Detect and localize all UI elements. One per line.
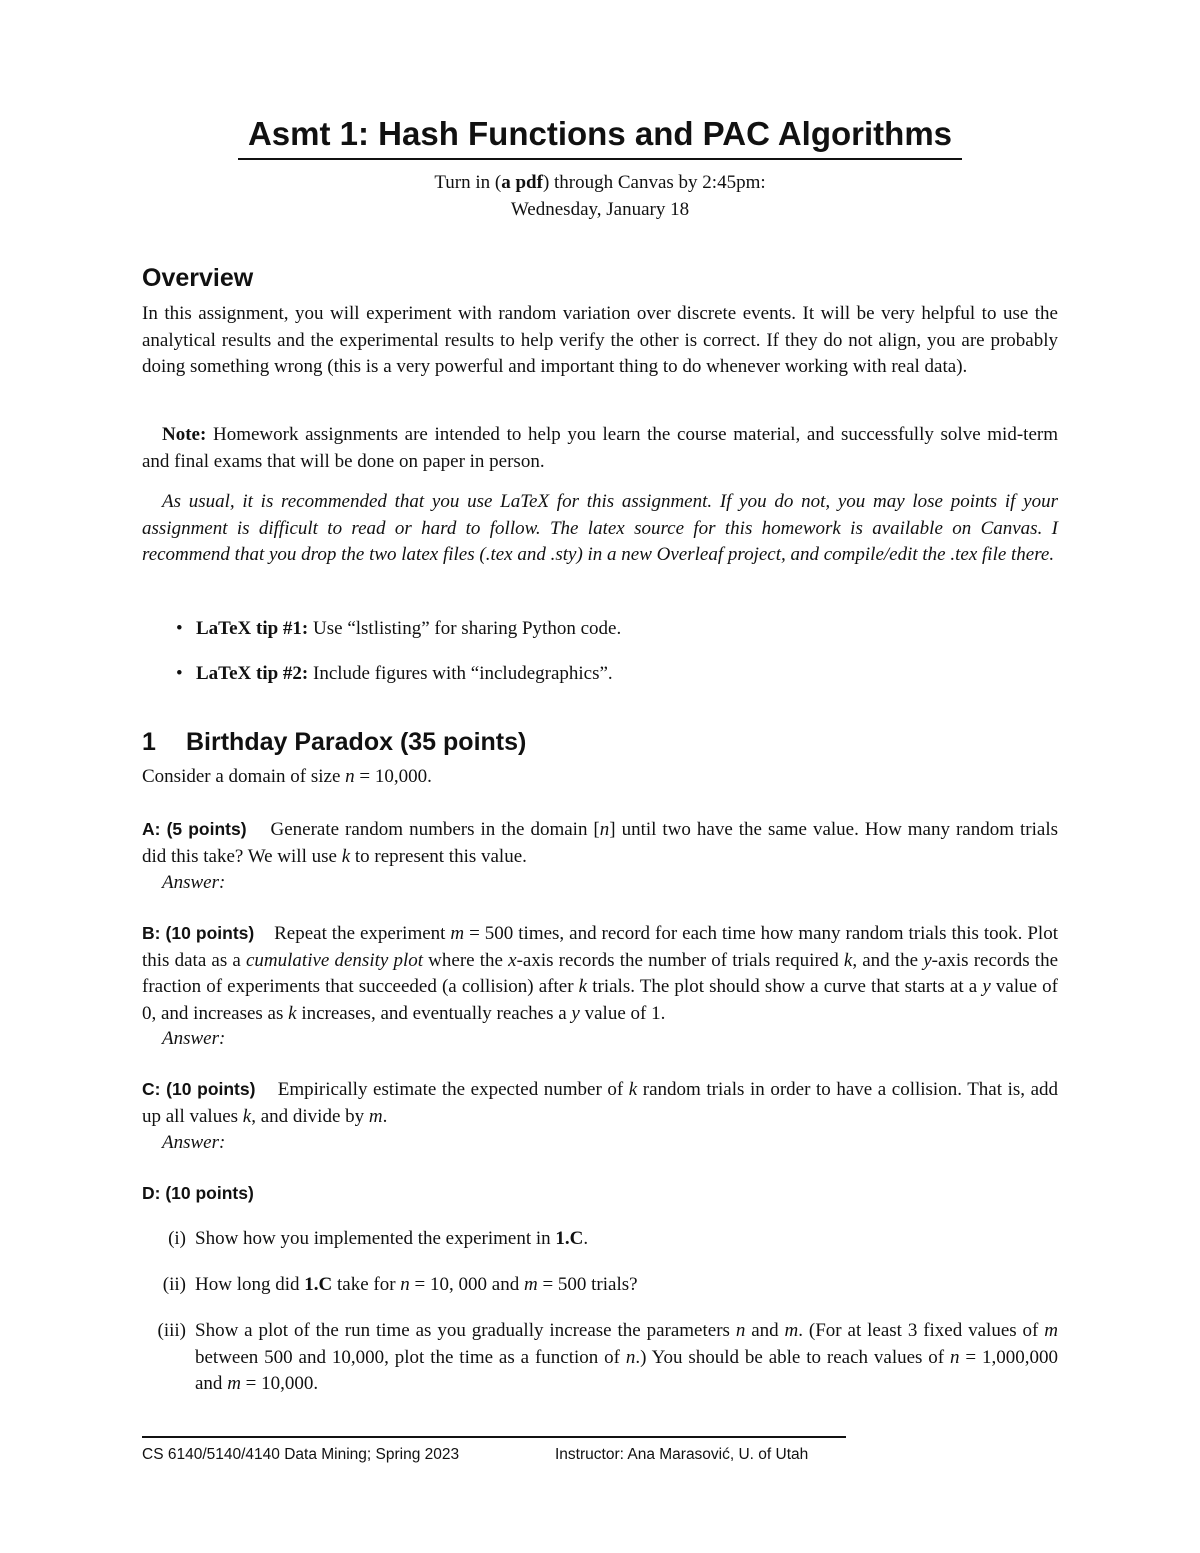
math: k	[628, 1079, 638, 1100]
question-d	[142, 1180, 1058, 1208]
section-number: 1	[142, 728, 156, 756]
page-title: Asmt 1: Hash Functions and PAC Algorithms	[247, 115, 953, 152]
item-number: (iii)	[157, 1320, 186, 1341]
text: -axis records the fraction of experiments that succeeded (a collision) after	[142, 949, 1058, 997]
bold-ref: 1.C	[555, 1228, 584, 1249]
text: = 10,000.	[240, 1373, 319, 1394]
text: -axis records the number of trials required	[516, 949, 844, 971]
math: m	[523, 1274, 538, 1295]
item-number: (ii)	[162, 1274, 186, 1295]
text: , and the	[852, 949, 924, 971]
math: x	[508, 949, 517, 971]
question-label: D: (10 points)	[142, 1183, 254, 1203]
item-text	[195, 1272, 1058, 1299]
text: .	[382, 1105, 388, 1127]
section-title: Birthday Paradox (35 points)	[186, 728, 527, 756]
question-c	[142, 1076, 1058, 1130]
tip-label: LaTeX tip #1:	[196, 618, 309, 639]
answer-label: Answer:	[162, 1028, 226, 1049]
note-paragraph	[142, 422, 1058, 475]
math: k	[341, 845, 351, 867]
text: = 10, 000 and	[409, 1274, 524, 1295]
emphasis: cumulative density plot	[245, 949, 424, 971]
text: where the	[423, 949, 509, 971]
text: Empirically estimate the expected number of	[277, 1079, 629, 1100]
due-date: Wednesday, January 18	[510, 199, 690, 220]
text: random trials in order to have a collision. That is, add up all values	[142, 1079, 1059, 1127]
tip-text: Include figures with “includegraphics”.	[308, 663, 613, 684]
text: = 10,000.	[354, 766, 432, 787]
item-number: (i)	[168, 1228, 186, 1249]
math: y	[571, 1002, 580, 1024]
title-underline	[238, 158, 962, 160]
tip-label: LaTeX tip #2:	[196, 663, 309, 684]
math: k	[578, 976, 588, 997]
section-heading	[142, 726, 526, 758]
question-label: B: (10 points)	[142, 923, 255, 943]
footer-course: CS 6140/5140/4140 Data Mining; Spring 2023	[142, 1446, 460, 1463]
text: Show a plot of the run time as you gradually increase the parameters	[195, 1320, 736, 1341]
text: = 500 trials?	[537, 1274, 638, 1295]
item-text	[195, 1226, 1058, 1253]
math: k	[242, 1105, 252, 1127]
text: take for	[332, 1274, 401, 1295]
text: ] until two have the same value. How many random trials did this take? We will use	[142, 819, 1058, 867]
question-a	[142, 816, 1058, 870]
item-text	[195, 1318, 1058, 1398]
text: How long did	[195, 1274, 305, 1295]
tip-text: Use “lstlisting” for sharing Python code.	[308, 618, 622, 639]
text: Show how you implemented the experiment in	[195, 1228, 556, 1249]
math: m	[450, 923, 465, 944]
footer-instructor: Instructor: Ana Marasović, U. of Utah	[555, 1446, 809, 1463]
text: trials. The plot should show a curve that starts at a	[587, 976, 983, 997]
math: m	[1044, 1320, 1059, 1341]
text: value of 0, and increases as	[142, 976, 1058, 1024]
text: .	[583, 1228, 589, 1249]
subtitle-bold: a pdf	[501, 172, 543, 193]
overview-paragraph: In this assignment, you will experiment with random variation over discrete events. It will be very helpful to use the analytical results and the experimental results to help verify the other is correct. If they do not align, you are probably doing something wrong (this is a very powerful and important thing to do whenever working with real data).	[142, 303, 1058, 377]
text: Generate random numbers in the domain [	[270, 819, 600, 840]
text: and	[745, 1320, 785, 1341]
question-label: C: (10 points)	[142, 1079, 256, 1099]
math: y	[923, 949, 932, 971]
submission-instructions	[238, 170, 962, 196]
section-intro	[142, 764, 1058, 791]
text: to represent this value.	[350, 845, 527, 867]
note-text: Homework assignments are intended to help you learn the course material, and successfully solve mid-term and final exams that will be done on paper in person.	[142, 424, 1058, 472]
math: m	[368, 1105, 383, 1127]
math: y	[982, 976, 991, 997]
math: n	[599, 819, 610, 840]
text: Repeat the experiment	[274, 923, 451, 944]
question-b	[142, 920, 1058, 1027]
text: . (For at least 3 fixed values of	[798, 1320, 1045, 1341]
title-block	[238, 112, 962, 160]
latex-paragraph: As usual, it is recommended that you use LaTeX for this assignment. If you do not, you may lose points if your assignment is difficult to read or hard to follow. The latex source for this homework is available on Canvas. I recommend that you drop the two latex files (.tex and .sty) in a new Overleaf project, and compile/edit the .tex file there.	[142, 491, 1058, 565]
math: n	[625, 1346, 636, 1368]
bold-ref: 1.C	[304, 1274, 333, 1295]
text: between 500 and 10,000, plot the time as a function of	[195, 1346, 626, 1368]
text: .) You should be able to reach values of	[635, 1346, 951, 1368]
text: value of 1.	[579, 1002, 666, 1024]
math: m	[784, 1320, 799, 1341]
math: n	[400, 1274, 410, 1295]
text: increases, and eventually reaches a	[296, 1002, 572, 1024]
math: m	[227, 1373, 241, 1394]
overview-heading: Overview	[142, 264, 254, 292]
question-label: A: (5 points)	[142, 819, 247, 839]
note-label: Note:	[162, 424, 207, 445]
math: k	[843, 949, 853, 971]
bullet-icon: •	[176, 663, 183, 684]
subtitle-text: ) through Canvas by 2:45pm:	[542, 172, 766, 193]
list-item	[176, 616, 1056, 642]
math: k	[288, 1002, 297, 1024]
math: n	[735, 1320, 746, 1341]
answer-label: Answer:	[162, 1132, 226, 1153]
answer-label: Answer:	[162, 872, 226, 893]
footer-divider	[142, 1436, 846, 1438]
subtitle-text: Turn in (	[434, 172, 502, 193]
text: = 1,000,000 and	[195, 1346, 1058, 1394]
math: n	[345, 766, 355, 787]
text: , and divide by	[251, 1105, 369, 1127]
list-item	[176, 661, 1056, 687]
math: n	[950, 1346, 960, 1368]
text: = 500 times, and record for each time how many random trials this took. Plot this data as a	[142, 923, 1058, 971]
bullet-icon: •	[176, 618, 183, 639]
text: Consider a domain of size	[142, 766, 346, 787]
